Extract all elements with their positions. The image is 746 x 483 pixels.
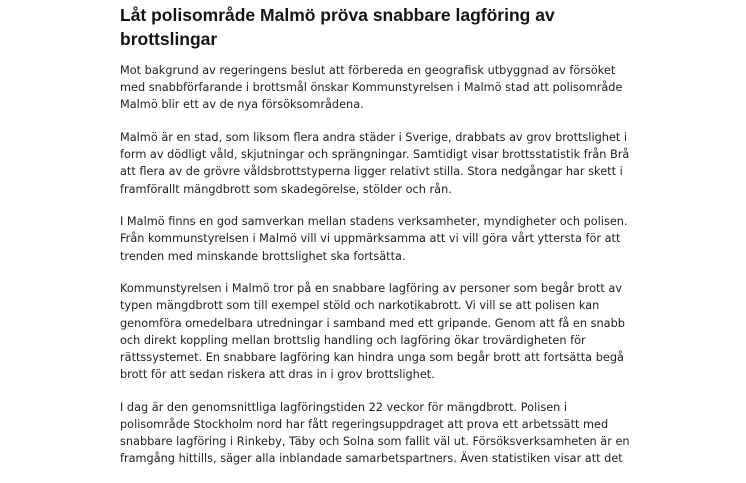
text-line: och direkt koppling mellan brottslig handling och lagföring ökar trovärdigheten för <box>120 333 586 347</box>
paragraph-4 <box>120 280 625 383</box>
document-title <box>120 3 640 51</box>
text-line: rättssystemet. En snabbare lagföring kan hindra unga som begår brott att fortsätta begå <box>120 351 624 365</box>
text-line: Malmö är en stad, som liksom flera andra städer i Sverige, drabbats av grov brottslighet i <box>120 131 628 144</box>
paragraph-2 <box>120 129 630 198</box>
text-line: framgång hittills, säger alla inblandade samarbetspartners. Även statistiken visar att det <box>120 452 623 466</box>
text-line: Från kommunstyrelsen i Malmö vill vi uppmärksamma att vi vill göra vårt yttersta för att <box>120 232 621 246</box>
text-line: typen mängdbrott som till exempel stöld och narkotikabrott. Vi vill se att polisen kan <box>120 299 600 313</box>
text-line: med snabbförfarande i brottsmål önskar Kommunstyrelsen i Malmö stad att polisområde <box>120 81 623 95</box>
text-line: genomföra omedelbara utredningar i samband med ett gripande. Genom att få en snabb <box>120 316 625 330</box>
title-line: brottslingar <box>120 29 218 49</box>
text-line: I dag är den genomsnittliga lagföringstiden 22 veckor för mängdbrott. Polisen i <box>120 400 568 414</box>
text-line: polisområde Stockholm nord har fått regeringsuppdraget att prova ett arbetssätt med <box>120 418 609 432</box>
document-body <box>120 62 630 483</box>
title-line: Låt polisområde Malmö pröva snabbare lagföring av <box>120 5 555 25</box>
paragraph-3 <box>120 213 628 265</box>
text-line: snabbare lagföring i Rinkeby, Täby och Solna som fallit väl ut. Försöksverksamheten är en <box>120 435 630 449</box>
paragraph-1 <box>120 62 623 114</box>
text-line: Kommunstyrelsen i Malmö tror på en snabbare lagföring av personer som begår brott av <box>120 282 623 296</box>
text-line: I Malmö finns en god samverkan mellan stadens verksamheter, myndigheter och polisen. <box>120 215 628 229</box>
text-line: Malmö blir ett av de nya försöksområdena. <box>120 98 364 112</box>
text-line: trenden med minskande brottslighet ska fortsätta. <box>120 249 406 263</box>
text-line: framförallt mängdbrott som skadegörelse, stölder och rån. <box>120 182 452 196</box>
text-line: brott för att sedan riskera att dras in i grov brottslighet. <box>120 368 435 382</box>
paragraph-5 <box>120 399 630 468</box>
text-line: Mot bakgrund av regeringens beslut att förbereda en geografisk utbyggnad av försöket <box>120 64 616 77</box>
text-line: form av dödligt våld, skjutningar och sprängningar. Samtidigt visar brottsstatistik från Brå <box>120 148 630 162</box>
text-line: att flera av de grövre våldsbrottstyperna ligger relativt stilla. Stora nedgångar har skett i <box>120 165 623 179</box>
